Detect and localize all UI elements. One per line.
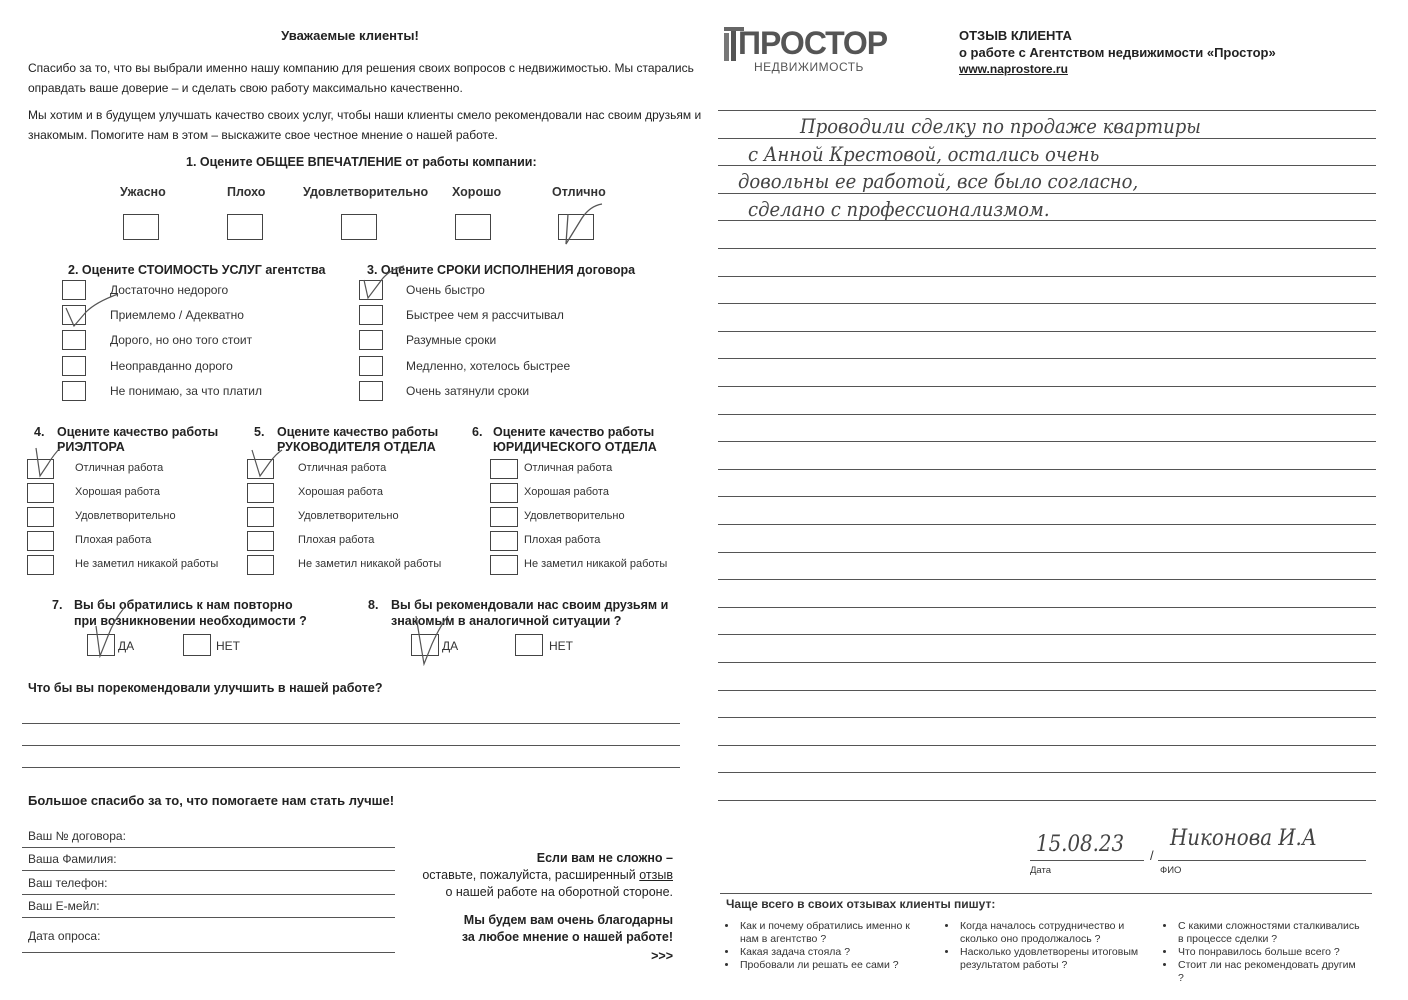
tip-item: • Насколько удовлетворены итоговым результатом работы ? <box>958 946 1142 972</box>
tip-item: • Пробовали ли решать ее сами ? <box>738 959 927 972</box>
aside-line-2-text: оставьте, пожалуйста, расширенный <box>422 868 640 882</box>
tip-item: • Когда началось сотрудничество и сколько оно продолжалось ? <box>958 920 1142 946</box>
q3-checkbox[interactable] <box>359 280 383 300</box>
q7-title-line-2: при возникновении необходимости ? <box>74 614 307 628</box>
ruled-line[interactable] <box>718 524 1376 525</box>
q2-checkbox[interactable] <box>62 330 86 350</box>
improve-line-1[interactable] <box>22 723 680 724</box>
field-label: Ваш Е-мейл: <box>28 899 100 913</box>
q3-option-label: Очень быстро <box>406 283 485 297</box>
q6-option-label: Не заметил никакой работы <box>524 558 668 570</box>
handwritten-line: сделано с профессионализмом. <box>748 196 1050 221</box>
q3-checkbox[interactable] <box>359 381 383 401</box>
q3-option-label: Быстрее чем я рассчитывал <box>406 308 564 322</box>
review-header <box>959 27 1276 78</box>
q1-title: 1. Оцените ОБЩЕЕ ВПЕЧАТЛЕНИЕ от работы компании: <box>186 155 537 169</box>
ruled-line[interactable] <box>718 414 1376 415</box>
q1-option-label: Хорошо <box>452 185 502 199</box>
date-label: Дата <box>1030 865 1052 876</box>
intro-paragraph-2 <box>28 105 701 145</box>
ruled-line[interactable] <box>718 441 1376 442</box>
aside-line-2 <box>373 867 673 884</box>
q4-option-label: Не заметил никакой работы <box>75 558 219 570</box>
q6-checkbox[interactable] <box>490 555 518 575</box>
ruled-line[interactable] <box>718 745 1376 746</box>
thanks-text: Большое спасибо за то, что помогаете нам стать лучше! <box>28 793 395 808</box>
q1-checkbox-satisfactory[interactable] <box>341 214 377 240</box>
ruled-line[interactable] <box>718 772 1376 773</box>
tips-column-3 <box>1160 920 1360 985</box>
q4-checkbox[interactable] <box>27 459 54 479</box>
tips-title: Чаще всего в своих отзывах клиенты пишут: <box>726 897 996 911</box>
divider <box>720 893 1372 894</box>
intro-1-line-2: оправдать ваше доверие – и сделать свою работу максимально качественно. <box>28 81 463 95</box>
tip-item: • Что понравилось больше всего ? <box>1176 946 1360 959</box>
q4-checkbox[interactable] <box>27 555 54 575</box>
q8-no-label: НЕТ <box>549 639 573 653</box>
ruled-line[interactable] <box>718 579 1376 580</box>
ruled-line[interactable] <box>718 634 1376 635</box>
q6-option-label: Отличная работа <box>524 462 613 474</box>
q1-option-label: Плохо <box>227 185 266 199</box>
q2-title: 2. Оцените СТОИМОСТЬ УСЛУГ агентства <box>68 263 326 277</box>
tip-item: • Как и почему обратились именно к нам в агентство ? <box>738 920 927 946</box>
q8-title-line-2: знакомым в аналогичной ситуации ? <box>391 614 622 628</box>
q2-option-label: Не понимаю, за что платил <box>110 384 263 398</box>
review-link[interactable]: отзыв <box>639 868 673 882</box>
tip-item: • Какая задача стояла ? <box>738 946 927 959</box>
q1-checkbox-terrible[interactable] <box>123 214 159 240</box>
field-label: Ваш № договора: <box>28 829 126 843</box>
q2-checkbox[interactable] <box>62 305 86 325</box>
q4-option-label: Отличная работа <box>75 462 164 474</box>
q2-checkbox[interactable] <box>62 280 86 300</box>
q4-checkbox[interactable] <box>27 483 54 503</box>
q2-checkbox[interactable] <box>62 356 86 376</box>
q7-no-checkbox[interactable] <box>183 634 211 656</box>
q5-checkbox[interactable] <box>247 555 274 575</box>
ruled-line[interactable] <box>718 386 1376 387</box>
q7-title-line-1: Вы бы обратились к нам повторно <box>74 598 293 612</box>
date-field[interactable] <box>1030 860 1144 861</box>
field-label: Ваша Фамилия: <box>28 852 117 866</box>
q3-option-label: Медленно, хотелось быстрее <box>406 359 571 373</box>
q2-option-label: Неоправданно дорого <box>110 359 233 373</box>
q5-option-label: Отличная работа <box>298 462 387 474</box>
q5-checkbox[interactable] <box>247 459 274 479</box>
q8-title-line-1: Вы бы рекомендовали нас своим друзьям и <box>391 598 669 612</box>
q1-checkbox-good[interactable] <box>455 214 491 240</box>
q3-option-label: Разумные сроки <box>406 333 497 347</box>
q3-title: 3. Оцените СРОКИ ИСПОЛНЕНИЯ договора <box>367 263 636 277</box>
q5-option-label: Плохая работа <box>298 534 375 546</box>
ruled-line[interactable] <box>718 276 1376 277</box>
q4-option-label: Хорошая работа <box>75 486 160 498</box>
q6-checkbox[interactable] <box>490 531 518 551</box>
q6-checkbox[interactable] <box>490 459 518 479</box>
intro-1-line-1: Спасибо за то, что вы выбрали именно нашу компанию для решения своих вопросов с недвижимостью. Мы старались <box>28 61 694 75</box>
q4-option-label: Удовлетворительно <box>75 510 176 522</box>
q6-number: 6. <box>472 425 483 439</box>
ruled-line[interactable] <box>718 469 1376 470</box>
q4-option-label: Плохая работа <box>75 534 152 546</box>
fio-signature: Никонова И.А <box>1170 826 1317 851</box>
tip-item: • С какими сложностями сталкивались в процессе сделки ? <box>1176 920 1360 946</box>
ruled-line[interactable] <box>718 717 1376 718</box>
q7-no-label: НЕТ <box>216 639 240 653</box>
improve-line-2[interactable] <box>22 745 680 746</box>
fio-label: ФИО <box>1160 865 1182 876</box>
ruled-line[interactable] <box>718 110 1376 111</box>
tips-column-1 <box>722 920 927 972</box>
ruled-line[interactable] <box>718 496 1376 497</box>
q4-checkbox[interactable] <box>27 507 54 527</box>
tip-item: • Стоит ли нас рекомендовать другим ? <box>1176 959 1360 985</box>
ruled-line[interactable] <box>718 607 1376 608</box>
website-link[interactable]: www.naprostore.ru <box>959 62 1068 76</box>
aside-note <box>373 850 673 965</box>
q3-checkbox[interactable] <box>359 330 383 350</box>
separator: / <box>1150 848 1154 863</box>
ruled-line[interactable] <box>718 552 1376 553</box>
q5-number: 5. <box>254 425 265 439</box>
q3-option-label: Очень затянули сроки <box>406 384 530 398</box>
q4-checkbox[interactable] <box>27 531 54 551</box>
ruled-line[interactable] <box>718 690 1376 691</box>
q2-option-label: Достаточно недорого <box>110 283 229 297</box>
aside-line-4: Мы будем вам очень благодарны <box>463 913 673 927</box>
q6-title-line-2: ЮРИДИЧЕСКОГО ОТДЕЛА <box>493 440 657 454</box>
q1-option-label: Удовлетворительно <box>303 185 429 199</box>
q1-checkbox-excellent[interactable] <box>558 214 594 240</box>
q6-option-label: Плохая работа <box>524 534 601 546</box>
logo-wordmark: ПРОСТОР <box>738 25 888 61</box>
logo-subtitle: НЕДВИЖИМОСТЬ <box>754 60 864 74</box>
aside-line-3: о нашей работе на оборотной стороне. <box>445 885 673 899</box>
q1-checkbox-bad[interactable] <box>227 214 263 240</box>
q7-yes-checkbox[interactable] <box>87 634 115 656</box>
surname-field[interactable] <box>22 870 395 871</box>
q6-option-label: Удовлетворительно <box>524 510 625 522</box>
q6-option-label: Хорошая работа <box>524 486 609 498</box>
field-label: Дата опроса: <box>28 929 101 943</box>
aside-line-5: за любое мнение о нашей работе! <box>461 930 673 944</box>
ruled-line[interactable] <box>718 303 1376 304</box>
q3-checkbox[interactable] <box>359 305 383 325</box>
q2-checkbox[interactable] <box>62 381 86 401</box>
email-field[interactable] <box>22 917 395 918</box>
tips-column-2 <box>942 920 1142 972</box>
ruled-line[interactable] <box>718 331 1376 332</box>
improve-question: Что бы вы порекомендовали улучшить в нашей работе? <box>28 681 383 695</box>
q1-option-label: Ужасно <box>120 185 166 199</box>
q4-title-line-1: Оцените качество работы <box>57 425 219 439</box>
ruled-line[interactable] <box>718 358 1376 359</box>
q7-number: 7. <box>52 598 63 612</box>
ruled-line[interactable] <box>718 662 1376 663</box>
q2-option-label: Дорого, но оно того стоит <box>110 333 253 347</box>
review-title: ОТЗЫВ КЛИЕНТА <box>959 28 1072 43</box>
q5-title-line-1: Оцените качество работы <box>277 425 439 439</box>
survey-date-field[interactable] <box>22 952 395 953</box>
q8-number: 8. <box>368 598 379 612</box>
q5-option-label: Не заметил никакой работы <box>298 558 442 570</box>
date-value: 15.08.23 <box>1036 832 1125 857</box>
greeting-title: Уважаемые клиенты! <box>281 28 419 43</box>
q6-checkbox[interactable] <box>490 483 518 503</box>
fio-field[interactable] <box>1158 860 1366 861</box>
handwritten-line: с Анной Крестовой, остались очень <box>748 141 1100 166</box>
field-label: Ваш телефон: <box>28 876 108 890</box>
continue-arrows-icon: >>> <box>651 949 673 963</box>
q7-yes-label: ДА <box>118 639 135 653</box>
q6-checkbox[interactable] <box>490 507 518 527</box>
q8-yes-checkbox[interactable] <box>411 634 439 656</box>
q5-option-label: Хорошая работа <box>298 486 383 498</box>
prostor-logo <box>724 24 909 79</box>
q1-option-label: Отлично <box>552 185 606 199</box>
q5-title-line-2: РУКОВОДИТЕЛЯ ОТДЕЛА <box>277 440 436 454</box>
contract-number-field[interactable] <box>22 847 395 848</box>
handwritten-line: Проводили сделку по продаже квартиры <box>800 114 1201 138</box>
ruled-line[interactable] <box>718 248 1376 249</box>
q5-checkbox[interactable] <box>247 531 274 551</box>
q6-title-line-1: Оцените качество работы <box>493 425 655 439</box>
intro-paragraph-1 <box>28 58 694 98</box>
q5-checkbox[interactable] <box>247 483 274 503</box>
q8-yes-label: ДА <box>442 639 459 653</box>
ruled-line[interactable] <box>718 800 1376 801</box>
intro-2-line-2: знакомым. Помогите нам в этом – выскажите свое честное мнение о нашей работе. <box>28 128 498 142</box>
q4-number: 4. <box>34 425 45 439</box>
phone-field[interactable] <box>22 894 395 895</box>
q2-option-label: Приемлемо / Адекватно <box>110 308 244 322</box>
q8-no-checkbox[interactable] <box>515 634 543 656</box>
aside-line-1: Если вам не сложно – <box>536 851 673 865</box>
intro-2-line-1: Мы хотим и в будущем улучшать качество своих услуг, чтобы наши клиенты смело рекомендовали нас своим друзьям и <box>28 108 702 122</box>
q5-option-label: Удовлетворительно <box>298 510 399 522</box>
q3-checkbox[interactable] <box>359 356 383 376</box>
handwritten-review <box>738 113 1398 223</box>
improve-line-3[interactable] <box>22 767 680 768</box>
q5-checkbox[interactable] <box>247 507 274 527</box>
handwritten-line: довольны ее работой, все было согласно, <box>738 169 1139 193</box>
review-subtitle: о работе с Агентством недвижимости «Простор» <box>959 45 1276 60</box>
q4-title-line-2: РИЭЛТОРА <box>57 440 125 454</box>
